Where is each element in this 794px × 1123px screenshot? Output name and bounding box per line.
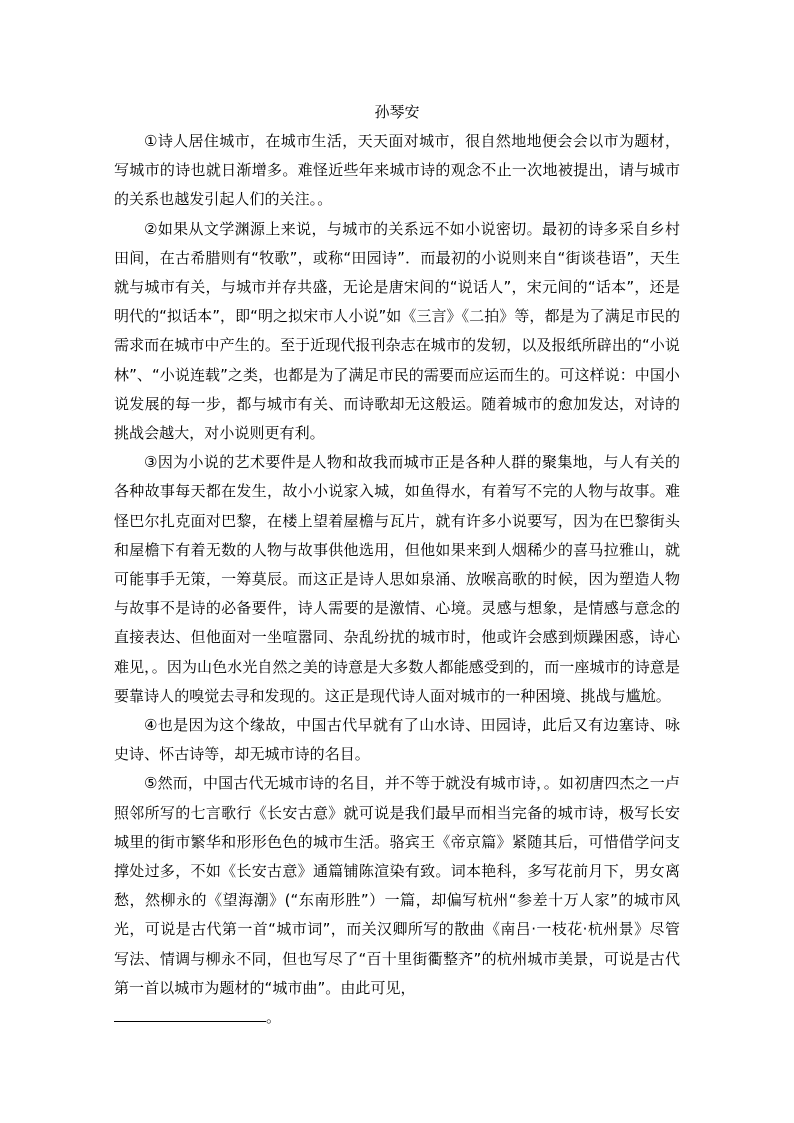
paragraph-1: ①诗人居住城市，在城市生活，天天面对城市，很自然地地便会会以市为题材，写城市的诗也就日渐增多。难怪近些年来城市诗的观念不止一次地被提出，请与城市的关系也越发引起人们的关注。。 bbox=[114, 132, 680, 209]
paragraph-5: ⑤然而，中国古代无城市诗的名目，并不等于就没有城市诗，。如初唐四杰之一卢照邻所写的七言歌行《长安古意》就可说是我们最早而相当完备的城市诗，极写长安城里的街市繁华和形形色色的城市生活。骆宾王《帝京篇》紧随其后，可惜借学问支撑处过多，不如《长安古意》通篇铺陈渲染有致。词本艳科，多写花前月下，男女离愁，然柳永的《望海潮》(“东南形胜”）一篇，却偏写杭州“参差十万人家”的城市风光，可说是古代第一首“城市词”，而关汉卿所写的散曲《南吕·一枝花·杭州景》尽管写法、情调与柳永不同，但也写尽了“百十里街衢整齐”的杭州城市美景，可说是古代第一首以城市为题材的“城市曲”。由此可见， bbox=[114, 774, 680, 997]
blank-end-punctuation: 。 bbox=[266, 1008, 282, 1027]
paragraph-4: ④也是因为这个缘故，中国古代早就有了山水诗、田园诗，此后又有边塞诗、咏史诗、怀古诗等，却无城市诗的名目。 bbox=[114, 716, 680, 764]
answer-blank[interactable] bbox=[114, 1007, 266, 1022]
paragraph-2: ②如果从文学渊源上来说，与城市的关系远不如小说密切。最初的诗多采自乡村田间，在古希腊则有“牧歌”，或称“田园诗”．而最初的小说则来自“街谈巷语”，天生就与城市有关，与城市并存共盛，无论是唐宋间的“说话人”，宋元间的“话本”，还是明代的“拟话本”，即“明之拟宋市人小说”如《三言》《二拍》等，都是为了满足市民的需求而在城市中产生的。至于近现代报刊杂志在城市的发轫，以及报纸所辟出的“小说林”、“小说连载”之类，也都是为了满足市民的需要而应运而生的。可这样说：中国小说发展的每一步，都与城市有关、而诗歌却无这般运。随着城市的愈加发达，对诗的挑战会越大，对小说则更有利。 bbox=[114, 219, 680, 443]
author-name: 孙琴安 bbox=[374, 103, 420, 121]
paragraph-3: ③因为小说的艺术要件是人物和故我而城市正是各种人群的聚集地，与人有关的各种故事每天都在发生，故小小说家入城，如鱼得水，有着写不完的人物与故事。难怪巴尔扎克面对巴黎，在楼上望着屋檐与瓦片，就有许多小说要写，因为在巴黎街头和屋檐下有着无数的人物与故事供他选用，但他如果来到人烟稀少的喜马拉雅山，就可能事手无策，一筹莫辰。而这正是诗人思如泉涌、放喉高歌的时候，因为塑造人物与故事不是诗的必备要件，诗人需要的是激情、心境。灵感与想象，是情感与意念的直接表达、但他面对一坐喧嚣同、杂乱纷扰的城市时，他或许会感到烦躁困惑，诗心难见，。因为山色水光自然之美的诗意是大多数人都能感受到的，而一座城市的诗意是要靠诗人的嗅觉去寻和发现的。这正是现代诗人面对城市的一种困境、挑战与尴尬。 bbox=[114, 453, 680, 705]
fill-in-blank-line bbox=[114, 1003, 680, 1032]
document-page bbox=[114, 98, 680, 1032]
